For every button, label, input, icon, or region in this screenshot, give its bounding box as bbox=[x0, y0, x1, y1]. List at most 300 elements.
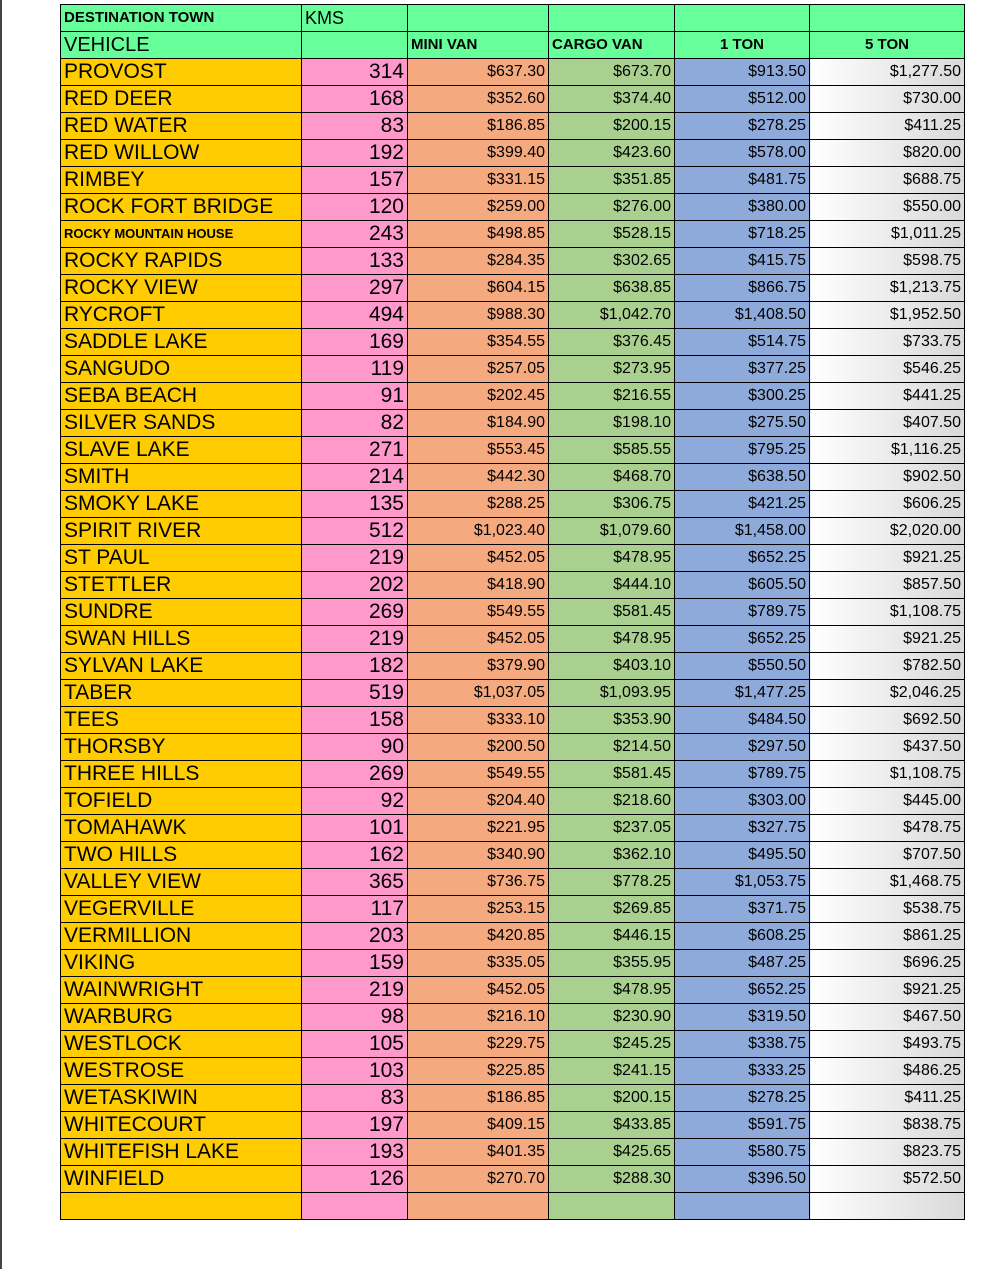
town-cell[interactable]: SLAVE LAKE bbox=[61, 437, 302, 464]
mini-van-rate-cell[interactable]: $270.70 bbox=[408, 1166, 549, 1193]
town-cell[interactable]: RED DEER bbox=[61, 86, 302, 113]
cargo-van-rate-cell[interactable]: $446.15 bbox=[549, 923, 675, 950]
mini-van-rate-cell[interactable]: $1,023.40 bbox=[408, 518, 549, 545]
one-ton-rate-cell[interactable]: $481.75 bbox=[675, 167, 810, 194]
one-ton-rate-cell[interactable]: $484.50 bbox=[675, 707, 810, 734]
kms-cell[interactable]: 117 bbox=[302, 896, 408, 923]
five-ton-rate-cell[interactable]: $782.50 bbox=[810, 653, 965, 680]
one-ton-rate-cell[interactable]: $396.50 bbox=[675, 1166, 810, 1193]
table-row bbox=[61, 977, 965, 1004]
mini-van-rate-cell[interactable]: $442.30 bbox=[408, 464, 549, 491]
mini-van-rate-cell[interactable]: $229.75 bbox=[408, 1031, 549, 1058]
town-cell[interactable]: SYLVAN LAKE bbox=[61, 653, 302, 680]
cargo-van-rate-cell[interactable]: $1,042.70 bbox=[549, 302, 675, 329]
cargo-van-rate-cell[interactable]: $581.45 bbox=[549, 761, 675, 788]
town-cell[interactable]: VERMILLION bbox=[61, 923, 302, 950]
five-ton-rate-cell[interactable]: $411.25 bbox=[810, 1085, 965, 1112]
town-cell[interactable]: SEBA BEACH bbox=[61, 383, 302, 410]
table-row bbox=[61, 113, 965, 140]
kms-cell[interactable]: 119 bbox=[302, 356, 408, 383]
one-ton-rate-cell[interactable]: $319.50 bbox=[675, 1004, 810, 1031]
kms-cell[interactable]: 271 bbox=[302, 437, 408, 464]
header-row-top bbox=[61, 5, 965, 32]
cargo-van-rate-cell[interactable]: $1,079.60 bbox=[549, 518, 675, 545]
kms-cell[interactable]: 169 bbox=[302, 329, 408, 356]
five-ton-rate-cell[interactable]: $823.75 bbox=[810, 1139, 965, 1166]
five-ton-rate-cell[interactable]: $493.75 bbox=[810, 1031, 965, 1058]
kms-cell[interactable]: 120 bbox=[302, 194, 408, 221]
mini-van-rate-cell[interactable]: $418.90 bbox=[408, 572, 549, 599]
mini-van-rate-cell[interactable]: $354.55 bbox=[408, 329, 549, 356]
one-ton-rate-cell[interactable]: $338.75 bbox=[675, 1031, 810, 1058]
town-cell[interactable]: TOMAHAWK bbox=[61, 815, 302, 842]
table-row bbox=[61, 545, 965, 572]
destination-town-header: DESTINATION TOWN bbox=[61, 5, 302, 32]
mini-van-rate-cell[interactable]: $379.90 bbox=[408, 653, 549, 680]
five-ton-rate-cell[interactable]: $445.00 bbox=[810, 788, 965, 815]
cargo-van-rate-cell[interactable]: $478.95 bbox=[549, 977, 675, 1004]
town-cell[interactable]: SADDLE LAKE bbox=[61, 329, 302, 356]
five-ton-rate-cell[interactable]: $407.50 bbox=[810, 410, 965, 437]
table-row bbox=[61, 437, 965, 464]
cargo-van-rate-cell[interactable]: $528.15 bbox=[549, 221, 675, 248]
mini-van-rate-cell[interactable]: $452.05 bbox=[408, 626, 549, 653]
one-ton-rate-cell[interactable]: $1,477.25 bbox=[675, 680, 810, 707]
kms-cell[interactable]: 193 bbox=[302, 1139, 408, 1166]
mini-van-rate-cell[interactable]: $1,037.05 bbox=[408, 680, 549, 707]
five-ton-rate-cell[interactable]: $838.75 bbox=[810, 1112, 965, 1139]
cargo-van-rate-cell[interactable]: $351.85 bbox=[549, 167, 675, 194]
cargo-van-rate-cell[interactable]: $478.95 bbox=[549, 626, 675, 653]
kms-cell[interactable]: 135 bbox=[302, 491, 408, 518]
kms-cell[interactable] bbox=[302, 1193, 408, 1220]
mini-van-rate-cell[interactable]: $498.85 bbox=[408, 221, 549, 248]
mini-van-rate-cell[interactable]: $284.35 bbox=[408, 248, 549, 275]
cargo-van-rate-cell[interactable]: $444.10 bbox=[549, 572, 675, 599]
five-ton-rate-cell[interactable]: $921.25 bbox=[810, 626, 965, 653]
header-blank-cargo bbox=[549, 5, 675, 32]
town-cell[interactable]: VEGERVILLE bbox=[61, 896, 302, 923]
cargo-van-rate-cell[interactable]: $214.50 bbox=[549, 734, 675, 761]
town-cell[interactable]: SILVER SANDS bbox=[61, 410, 302, 437]
town-cell[interactable]: RIMBEY bbox=[61, 167, 302, 194]
mini-van-rate-cell[interactable]: $452.05 bbox=[408, 977, 549, 1004]
five-ton-rate-cell[interactable]: $733.75 bbox=[810, 329, 965, 356]
one-ton-rate-cell[interactable]: $415.75 bbox=[675, 248, 810, 275]
one-ton-rate-cell[interactable]: $578.00 bbox=[675, 140, 810, 167]
mini-van-rate-cell[interactable]: $409.15 bbox=[408, 1112, 549, 1139]
one-ton-rate-cell[interactable]: $550.50 bbox=[675, 653, 810, 680]
cargo-van-rate-cell[interactable]: $778.25 bbox=[549, 869, 675, 896]
table-row bbox=[61, 194, 965, 221]
table-row bbox=[61, 896, 965, 923]
kms-cell[interactable]: 269 bbox=[302, 761, 408, 788]
cargo-van-rate-cell[interactable]: $638.85 bbox=[549, 275, 675, 302]
one-ton-rate-cell[interactable]: $275.50 bbox=[675, 410, 810, 437]
kms-cell[interactable]: 157 bbox=[302, 167, 408, 194]
table-row bbox=[61, 1166, 965, 1193]
one-ton-rate-cell[interactable]: $1,408.50 bbox=[675, 302, 810, 329]
mini-van-rate-cell[interactable]: $204.40 bbox=[408, 788, 549, 815]
one-ton-rate-cell[interactable]: $652.25 bbox=[675, 626, 810, 653]
mini-van-rate-cell[interactable]: $637.30 bbox=[408, 59, 549, 86]
five-ton-rate-cell[interactable]: $857.50 bbox=[810, 572, 965, 599]
mini-van-rate-cell[interactable]: $253.15 bbox=[408, 896, 549, 923]
one-ton-rate-cell[interactable]: $1,053.75 bbox=[675, 869, 810, 896]
town-cell[interactable]: WHITECOURT bbox=[61, 1112, 302, 1139]
five-ton-rate-cell[interactable]: $1,011.25 bbox=[810, 221, 965, 248]
one-ton-rate-cell[interactable]: $495.50 bbox=[675, 842, 810, 869]
mini-van-rate-cell[interactable]: $401.35 bbox=[408, 1139, 549, 1166]
cargo-van-rate-cell[interactable]: $198.10 bbox=[549, 410, 675, 437]
one-ton-rate-cell[interactable]: $487.25 bbox=[675, 950, 810, 977]
town-cell[interactable]: WARBURG bbox=[61, 1004, 302, 1031]
town-cell[interactable]: STETTLER bbox=[61, 572, 302, 599]
table-row bbox=[61, 950, 965, 977]
five-ton-rate-cell[interactable]: $598.75 bbox=[810, 248, 965, 275]
kms-cell[interactable]: 219 bbox=[302, 545, 408, 572]
kms-cell[interactable]: 203 bbox=[302, 923, 408, 950]
one-ton-rate-cell[interactable]: $1,458.00 bbox=[675, 518, 810, 545]
five-ton-rate-cell[interactable]: $2,020.00 bbox=[810, 518, 965, 545]
cargo-van-rate-cell[interactable]: $581.45 bbox=[549, 599, 675, 626]
five-ton-rate-cell[interactable]: $478.75 bbox=[810, 815, 965, 842]
five-ton-rate-cell[interactable]: $688.75 bbox=[810, 167, 965, 194]
five-ton-rate-cell[interactable]: $606.25 bbox=[810, 491, 965, 518]
five-ton-rate-cell[interactable]: $546.25 bbox=[810, 356, 965, 383]
table-row bbox=[61, 518, 965, 545]
mini-van-rate-cell[interactable]: $335.05 bbox=[408, 950, 549, 977]
mini-van-rate-cell[interactable] bbox=[408, 1193, 549, 1220]
five-ton-rate-cell[interactable]: $486.25 bbox=[810, 1058, 965, 1085]
one-ton-rate-cell[interactable]: $327.75 bbox=[675, 815, 810, 842]
town-cell[interactable]: TABER bbox=[61, 680, 302, 707]
kms-cell[interactable]: 162 bbox=[302, 842, 408, 869]
town-cell[interactable]: PROVOST bbox=[61, 59, 302, 86]
mini-van-rate-cell[interactable]: $452.05 bbox=[408, 545, 549, 572]
mini-van-rate-cell[interactable]: $259.00 bbox=[408, 194, 549, 221]
five-ton-rate-cell[interactable]: $902.50 bbox=[810, 464, 965, 491]
five-ton-rate-cell[interactable]: $441.25 bbox=[810, 383, 965, 410]
cargo-van-rate-cell[interactable]: $241.15 bbox=[549, 1058, 675, 1085]
mini-van-rate-cell[interactable]: $202.45 bbox=[408, 383, 549, 410]
town-cell[interactable] bbox=[61, 1193, 302, 1220]
table-row bbox=[61, 464, 965, 491]
mini-van-rate-cell[interactable]: $184.90 bbox=[408, 410, 549, 437]
kms-cell[interactable]: 182 bbox=[302, 653, 408, 680]
five-ton-rate-cell[interactable]: $707.50 bbox=[810, 842, 965, 869]
table-row bbox=[61, 1193, 965, 1220]
cargo-van-rate-cell[interactable]: $230.90 bbox=[549, 1004, 675, 1031]
cargo-van-rate-cell[interactable]: $200.15 bbox=[549, 113, 675, 140]
one-ton-rate-cell[interactable]: $297.50 bbox=[675, 734, 810, 761]
one-ton-rate-cell[interactable]: $789.75 bbox=[675, 599, 810, 626]
table-row bbox=[61, 626, 965, 653]
town-cell[interactable]: ROCKY RAPIDS bbox=[61, 248, 302, 275]
town-cell[interactable]: SPIRIT RIVER bbox=[61, 518, 302, 545]
town-cell[interactable]: ROCKY MOUNTAIN HOUSE bbox=[61, 221, 302, 248]
mini-van-rate-cell[interactable]: $352.60 bbox=[408, 86, 549, 113]
table-row bbox=[61, 761, 965, 788]
five-ton-rate-cell[interactable]: $411.25 bbox=[810, 113, 965, 140]
five-ton-rate-cell[interactable]: $1,108.75 bbox=[810, 599, 965, 626]
town-cell[interactable]: WAINWRIGHT bbox=[61, 977, 302, 1004]
five-ton-rate-cell[interactable]: $1,952.50 bbox=[810, 302, 965, 329]
cargo-van-rate-cell[interactable]: $425.65 bbox=[549, 1139, 675, 1166]
town-cell[interactable]: WESTLOCK bbox=[61, 1031, 302, 1058]
mini-van-rate-cell[interactable]: $186.85 bbox=[408, 113, 549, 140]
cargo-van-rate-cell[interactable]: $355.95 bbox=[549, 950, 675, 977]
kms-cell[interactable]: 494 bbox=[302, 302, 408, 329]
town-cell[interactable]: SWAN HILLS bbox=[61, 626, 302, 653]
town-cell[interactable]: THORSBY bbox=[61, 734, 302, 761]
kms-cell[interactable]: 519 bbox=[302, 680, 408, 707]
vehicle-header: VEHICLE bbox=[61, 32, 302, 59]
kms-cell[interactable]: 91 bbox=[302, 383, 408, 410]
town-cell[interactable]: ROCKY VIEW bbox=[61, 275, 302, 302]
town-cell[interactable]: SANGUDO bbox=[61, 356, 302, 383]
one-ton-rate-cell[interactable]: $380.00 bbox=[675, 194, 810, 221]
kms-cell[interactable]: 133 bbox=[302, 248, 408, 275]
table-row bbox=[61, 491, 965, 518]
table-row bbox=[61, 59, 965, 86]
mini-van-rate-cell[interactable]: $420.85 bbox=[408, 923, 549, 950]
one-ton-rate-cell[interactable]: $377.25 bbox=[675, 356, 810, 383]
table-row bbox=[61, 842, 965, 869]
cargo-van-rate-cell[interactable]: $1,093.95 bbox=[549, 680, 675, 707]
kms-header: KMS bbox=[302, 5, 408, 32]
kms-cell[interactable]: 103 bbox=[302, 1058, 408, 1085]
town-cell[interactable]: SMOKY LAKE bbox=[61, 491, 302, 518]
town-cell[interactable]: TWO HILLS bbox=[61, 842, 302, 869]
five-ton-rate-cell[interactable]: $696.25 bbox=[810, 950, 965, 977]
one-ton-rate-cell[interactable]: $371.75 bbox=[675, 896, 810, 923]
cargo-van-rate-cell[interactable]: $585.55 bbox=[549, 437, 675, 464]
five-ton-rate-cell[interactable]: $820.00 bbox=[810, 140, 965, 167]
mini-van-rate-cell[interactable]: $288.25 bbox=[408, 491, 549, 518]
table-row bbox=[61, 1112, 965, 1139]
one-ton-rate-cell[interactable]: $608.25 bbox=[675, 923, 810, 950]
mini-van-rate-cell[interactable]: $399.40 bbox=[408, 140, 549, 167]
kms-cell[interactable]: 158 bbox=[302, 707, 408, 734]
cargo-van-rate-cell[interactable]: $468.70 bbox=[549, 464, 675, 491]
one-ton-rate-cell[interactable]: $652.25 bbox=[675, 977, 810, 1004]
table-row bbox=[61, 653, 965, 680]
one-ton-rate-cell[interactable]: $795.25 bbox=[675, 437, 810, 464]
five-ton-rate-cell[interactable]: $572.50 bbox=[810, 1166, 965, 1193]
kms-cell[interactable]: 83 bbox=[302, 113, 408, 140]
five-ton-rate-cell[interactable]: $2,046.25 bbox=[810, 680, 965, 707]
town-cell[interactable]: VIKING bbox=[61, 950, 302, 977]
cargo-van-rate-cell[interactable]: $478.95 bbox=[549, 545, 675, 572]
one-ton-rate-cell[interactable]: $652.25 bbox=[675, 545, 810, 572]
mini-van-rate-cell[interactable]: $988.30 bbox=[408, 302, 549, 329]
cargo-van-header: CARGO VAN bbox=[549, 32, 675, 59]
one-ton-rate-cell[interactable]: $866.75 bbox=[675, 275, 810, 302]
one-ton-rate-cell[interactable]: $300.25 bbox=[675, 383, 810, 410]
table-row bbox=[61, 302, 965, 329]
mini-van-rate-cell[interactable]: $216.10 bbox=[408, 1004, 549, 1031]
five-ton-rate-cell[interactable]: $437.50 bbox=[810, 734, 965, 761]
kms-cell[interactable]: 202 bbox=[302, 572, 408, 599]
town-cell[interactable]: ST PAUL bbox=[61, 545, 302, 572]
cargo-van-rate-cell[interactable]: $216.55 bbox=[549, 383, 675, 410]
table-row bbox=[61, 707, 965, 734]
rate-table bbox=[60, 4, 965, 1220]
one-ton-rate-cell[interactable]: $512.00 bbox=[675, 86, 810, 113]
five-ton-rate-cell[interactable]: $861.25 bbox=[810, 923, 965, 950]
cargo-van-rate-cell[interactable]: $423.60 bbox=[549, 140, 675, 167]
kms-cell[interactable]: 98 bbox=[302, 1004, 408, 1031]
kms-cell[interactable]: 365 bbox=[302, 869, 408, 896]
five-ton-rate-cell[interactable]: $1,108.75 bbox=[810, 761, 965, 788]
five-ton-rate-cell[interactable]: $1,116.25 bbox=[810, 437, 965, 464]
cargo-van-rate-cell[interactable]: $374.40 bbox=[549, 86, 675, 113]
kms-cell[interactable]: 126 bbox=[302, 1166, 408, 1193]
one-ton-rate-cell[interactable]: $591.75 bbox=[675, 1112, 810, 1139]
five-ton-rate-cell[interactable]: $921.25 bbox=[810, 545, 965, 572]
header-blank-kms bbox=[302, 32, 408, 59]
table-row bbox=[61, 86, 965, 113]
table-row bbox=[61, 140, 965, 167]
one-ton-rate-cell[interactable]: $333.25 bbox=[675, 1058, 810, 1085]
kms-cell[interactable]: 197 bbox=[302, 1112, 408, 1139]
one-ton-rate-cell[interactable]: $514.75 bbox=[675, 329, 810, 356]
cargo-van-rate-cell[interactable]: $362.10 bbox=[549, 842, 675, 869]
kms-cell[interactable]: 105 bbox=[302, 1031, 408, 1058]
kms-cell[interactable]: 214 bbox=[302, 464, 408, 491]
town-cell[interactable]: RED WATER bbox=[61, 113, 302, 140]
mini-van-rate-cell[interactable]: $221.95 bbox=[408, 815, 549, 842]
kms-cell[interactable]: 269 bbox=[302, 599, 408, 626]
five-ton-rate-cell[interactable] bbox=[810, 1193, 965, 1220]
mini-van-rate-cell[interactable]: $200.50 bbox=[408, 734, 549, 761]
cargo-van-rate-cell[interactable]: $269.85 bbox=[549, 896, 675, 923]
rate-rows bbox=[61, 59, 965, 1220]
five-ton-rate-cell[interactable]: $692.50 bbox=[810, 707, 965, 734]
mini-van-header: MINI VAN bbox=[408, 32, 549, 59]
mini-van-rate-cell[interactable]: $340.90 bbox=[408, 842, 549, 869]
one-ton-rate-cell[interactable]: $278.25 bbox=[675, 1085, 810, 1112]
five-ton-rate-cell[interactable]: $1,213.75 bbox=[810, 275, 965, 302]
one-ton-rate-cell[interactable] bbox=[675, 1193, 810, 1220]
cargo-van-rate-cell[interactable]: $306.75 bbox=[549, 491, 675, 518]
cargo-van-rate-cell[interactable]: $237.05 bbox=[549, 815, 675, 842]
town-cell[interactable]: VALLEY VIEW bbox=[61, 869, 302, 896]
cargo-van-rate-cell[interactable] bbox=[549, 1193, 675, 1220]
table-row bbox=[61, 1004, 965, 1031]
five-ton-rate-cell[interactable]: $1,468.75 bbox=[810, 869, 965, 896]
mini-van-rate-cell[interactable]: $186.85 bbox=[408, 1085, 549, 1112]
kms-cell[interactable]: 243 bbox=[302, 221, 408, 248]
five-ton-rate-cell[interactable]: $538.75 bbox=[810, 896, 965, 923]
one-ton-rate-cell[interactable]: $638.50 bbox=[675, 464, 810, 491]
kms-cell[interactable]: 101 bbox=[302, 815, 408, 842]
cargo-van-rate-cell[interactable]: $276.00 bbox=[549, 194, 675, 221]
kms-cell[interactable]: 159 bbox=[302, 950, 408, 977]
table-row bbox=[61, 329, 965, 356]
town-cell[interactable]: RED WILLOW bbox=[61, 140, 302, 167]
town-cell[interactable]: WINFIELD bbox=[61, 1166, 302, 1193]
kms-cell[interactable]: 92 bbox=[302, 788, 408, 815]
mini-van-rate-cell[interactable]: $333.10 bbox=[408, 707, 549, 734]
kms-cell[interactable]: 90 bbox=[302, 734, 408, 761]
kms-cell[interactable]: 82 bbox=[302, 410, 408, 437]
town-cell[interactable]: TOFIELD bbox=[61, 788, 302, 815]
town-cell[interactable]: WESTROSE bbox=[61, 1058, 302, 1085]
cargo-van-rate-cell[interactable]: $353.90 bbox=[549, 707, 675, 734]
town-cell[interactable]: SUNDRE bbox=[61, 599, 302, 626]
table-row bbox=[61, 869, 965, 896]
one-ton-rate-cell[interactable]: $421.25 bbox=[675, 491, 810, 518]
cargo-van-rate-cell[interactable]: $376.45 bbox=[549, 329, 675, 356]
one-ton-rate-cell[interactable]: $580.75 bbox=[675, 1139, 810, 1166]
five-ton-rate-cell[interactable]: $550.00 bbox=[810, 194, 965, 221]
mini-van-rate-cell[interactable]: $225.85 bbox=[408, 1058, 549, 1085]
mini-van-rate-cell[interactable]: $604.15 bbox=[408, 275, 549, 302]
mini-van-rate-cell[interactable]: $331.15 bbox=[408, 167, 549, 194]
town-cell[interactable]: ROCK FORT BRIDGE bbox=[61, 194, 302, 221]
one-ton-header: 1 TON bbox=[675, 32, 810, 59]
mini-van-rate-cell[interactable]: $553.45 bbox=[408, 437, 549, 464]
kms-cell[interactable]: 512 bbox=[302, 518, 408, 545]
kms-cell[interactable]: 297 bbox=[302, 275, 408, 302]
one-ton-rate-cell[interactable]: $913.50 bbox=[675, 59, 810, 86]
cargo-van-rate-cell[interactable]: $200.15 bbox=[549, 1085, 675, 1112]
mini-van-rate-cell[interactable]: $736.75 bbox=[408, 869, 549, 896]
cargo-van-rate-cell[interactable]: $288.30 bbox=[549, 1166, 675, 1193]
town-cell[interactable]: SMITH bbox=[61, 464, 302, 491]
table-row bbox=[61, 680, 965, 707]
five-ton-rate-cell[interactable]: $1,277.50 bbox=[810, 59, 965, 86]
town-cell[interactable]: THREE HILLS bbox=[61, 761, 302, 788]
kms-cell[interactable]: 219 bbox=[302, 977, 408, 1004]
cargo-van-rate-cell[interactable]: $433.85 bbox=[549, 1112, 675, 1139]
table-row bbox=[61, 248, 965, 275]
five-ton-rate-cell[interactable]: $467.50 bbox=[810, 1004, 965, 1031]
cargo-van-rate-cell[interactable]: $273.95 bbox=[549, 356, 675, 383]
town-cell[interactable]: WETASKIWIN bbox=[61, 1085, 302, 1112]
kms-cell[interactable]: 192 bbox=[302, 140, 408, 167]
cargo-van-rate-cell[interactable]: $403.10 bbox=[549, 653, 675, 680]
cargo-van-rate-cell[interactable]: $245.25 bbox=[549, 1031, 675, 1058]
town-cell[interactable]: TEES bbox=[61, 707, 302, 734]
five-ton-header: 5 TON bbox=[810, 32, 965, 59]
kms-cell[interactable]: 83 bbox=[302, 1085, 408, 1112]
table-row bbox=[61, 221, 965, 248]
kms-cell[interactable]: 314 bbox=[302, 59, 408, 86]
table-row bbox=[61, 167, 965, 194]
mini-van-rate-cell[interactable]: $257.05 bbox=[408, 356, 549, 383]
kms-cell[interactable]: 168 bbox=[302, 86, 408, 113]
one-ton-rate-cell[interactable]: $789.75 bbox=[675, 761, 810, 788]
one-ton-rate-cell[interactable]: $303.00 bbox=[675, 788, 810, 815]
cargo-van-rate-cell[interactable]: $218.60 bbox=[549, 788, 675, 815]
one-ton-rate-cell[interactable]: $718.25 bbox=[675, 221, 810, 248]
five-ton-rate-cell[interactable]: $730.00 bbox=[810, 86, 965, 113]
five-ton-rate-cell[interactable]: $921.25 bbox=[810, 977, 965, 1004]
town-cell[interactable]: RYCROFT bbox=[61, 302, 302, 329]
one-ton-rate-cell[interactable]: $278.25 bbox=[675, 113, 810, 140]
cargo-van-rate-cell[interactable]: $302.65 bbox=[549, 248, 675, 275]
kms-cell[interactable]: 219 bbox=[302, 626, 408, 653]
table-row bbox=[61, 1031, 965, 1058]
one-ton-rate-cell[interactable]: $605.50 bbox=[675, 572, 810, 599]
town-cell[interactable]: WHITEFISH LAKE bbox=[61, 1139, 302, 1166]
mini-van-rate-cell[interactable]: $549.55 bbox=[408, 599, 549, 626]
mini-van-rate-cell[interactable]: $549.55 bbox=[408, 761, 549, 788]
cargo-van-rate-cell[interactable]: $673.70 bbox=[549, 59, 675, 86]
